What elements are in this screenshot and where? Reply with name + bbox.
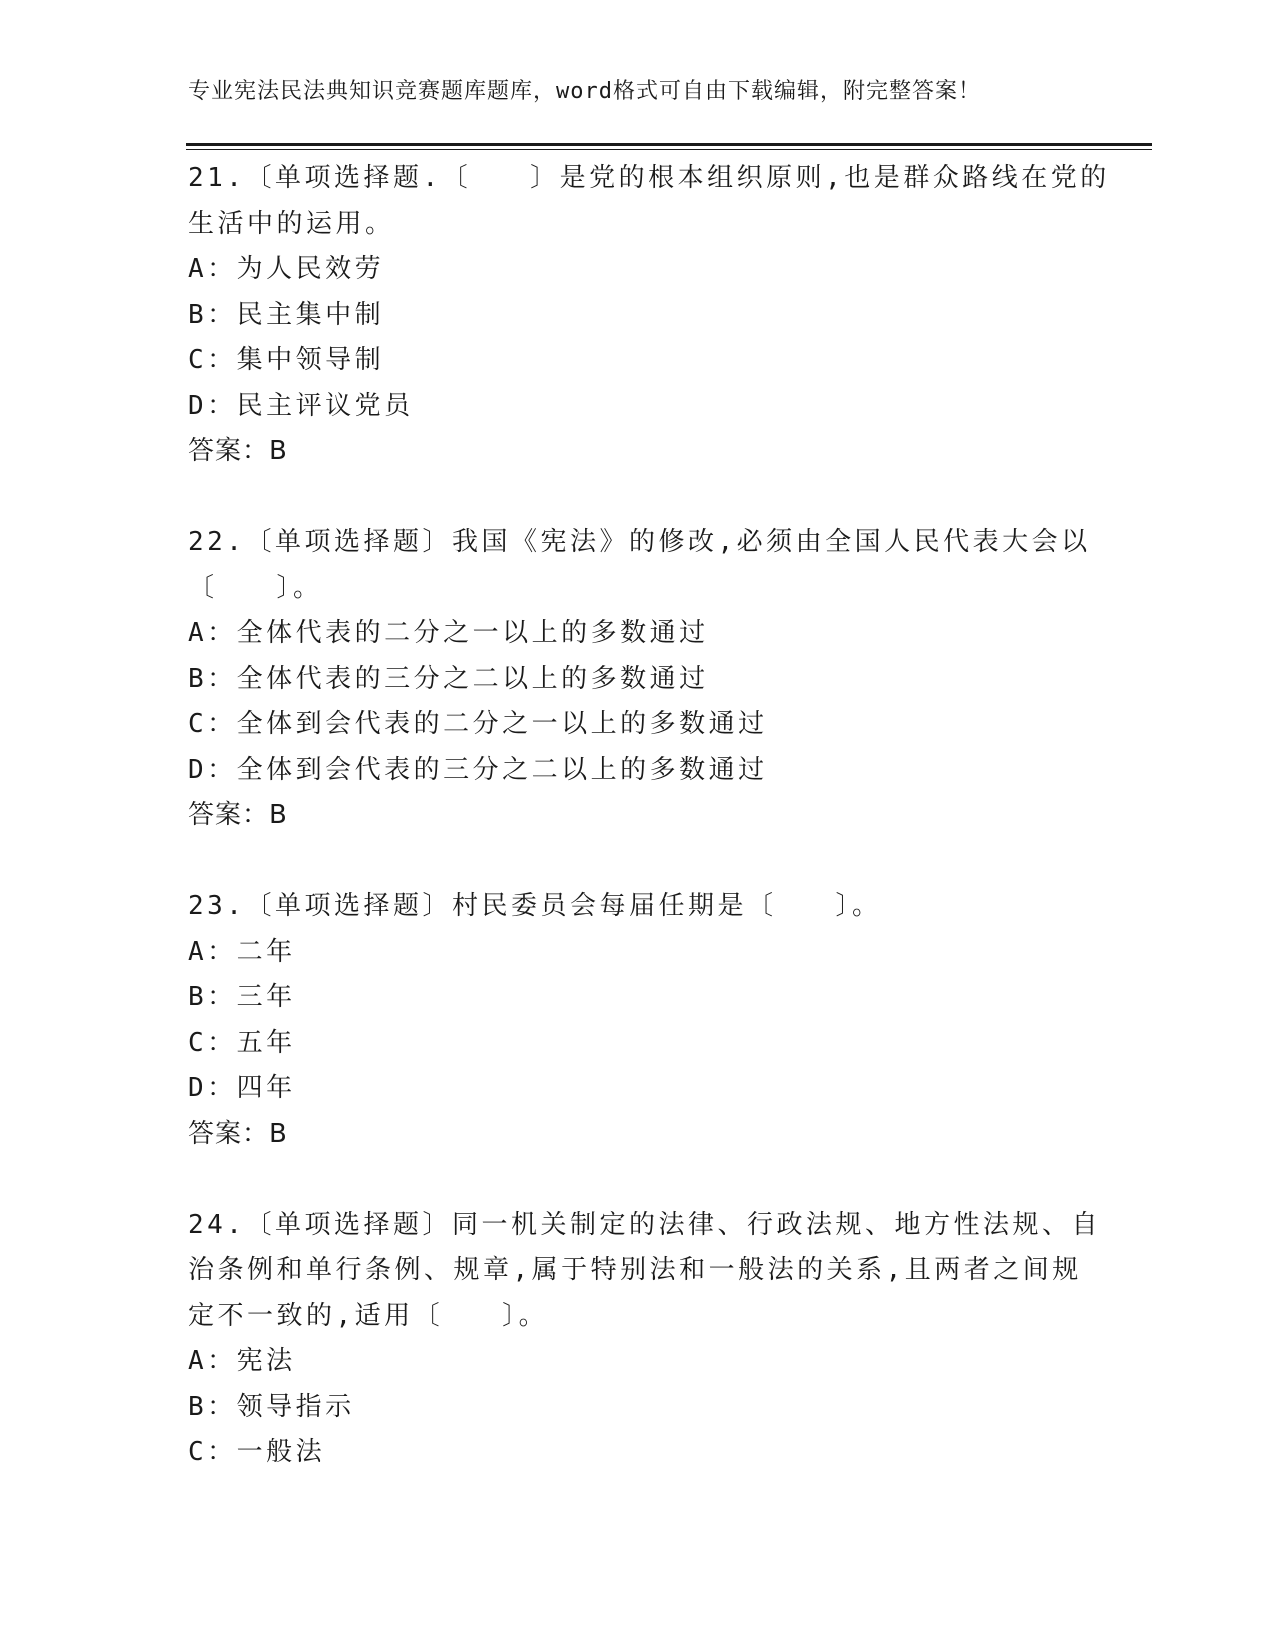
option-d: D：四年: [188, 1073, 296, 1103]
question-spacer: [188, 1157, 1088, 1203]
answer-line: 答案：B: [188, 436, 288, 466]
answer-line: 答案：B: [188, 1118, 288, 1149]
question-list: [188, 156, 1110, 1476]
option-a: A：为人民效劳: [188, 254, 385, 284]
header-rule-thin: [186, 149, 1152, 150]
option-a: A：宪法: [188, 1346, 296, 1376]
option-d: D：民主评议党员: [188, 390, 414, 421]
option-c: C：集中领导制: [188, 345, 385, 375]
question-text-line: 生活中的运用。: [188, 208, 395, 239]
question-text-line: 定不一致的,适用〔 〕。: [188, 1300, 549, 1331]
page-header: 专业宪法民法典知识竞赛题库题库，word格式可自由下载编辑，附完整答案！: [188, 79, 981, 104]
question-spacer: [188, 839, 1088, 885]
option-c: C：一般法: [188, 1437, 326, 1467]
question-text-line: 23.〔单项选择题〕村民委员会每届任期是〔 〕。: [188, 891, 882, 921]
question-text-line: 24.〔单项选择题〕同一机关制定的法律、行政法规、地方性法规、自: [188, 1209, 1101, 1240]
question-text-line: 21.〔单项选择题.〔 〕是党的根本组织原则,也是群众路线在党的: [188, 163, 1110, 193]
question-23: [188, 884, 1088, 1157]
option-b: B：民主集中制: [188, 299, 385, 330]
question-24: [188, 1203, 1101, 1476]
question-text-line: 22.〔单项选择题〕我国《宪法》的修改,必须由全国人民代表大会以: [188, 527, 1091, 557]
question-spacer: [188, 475, 1088, 521]
question-22: [188, 520, 1091, 839]
answer-line: 答案：B: [188, 800, 288, 830]
header-rule-thick: [186, 143, 1152, 146]
option-b: B：三年: [188, 982, 296, 1012]
option-b: B：全体代表的三分之二以上的多数通过: [188, 663, 709, 694]
option-d: D：全体到会代表的三分之二以上的多数通过: [188, 754, 768, 785]
option-c: C：全体到会代表的二分之一以上的多数通过: [188, 709, 768, 739]
option-b: B：领导指示: [188, 1391, 355, 1422]
question-text-line: 〔 〕。: [188, 572, 323, 603]
option-c: C：五年: [188, 1027, 296, 1058]
question-21: [188, 156, 1110, 475]
option-a: A：二年: [188, 936, 296, 967]
option-a: A：全体代表的二分之一以上的多数通过: [188, 618, 709, 648]
question-text-line: 治条例和单行条例、规章,属于特别法和一般法的关系,且两者之间规: [188, 1255, 1082, 1285]
